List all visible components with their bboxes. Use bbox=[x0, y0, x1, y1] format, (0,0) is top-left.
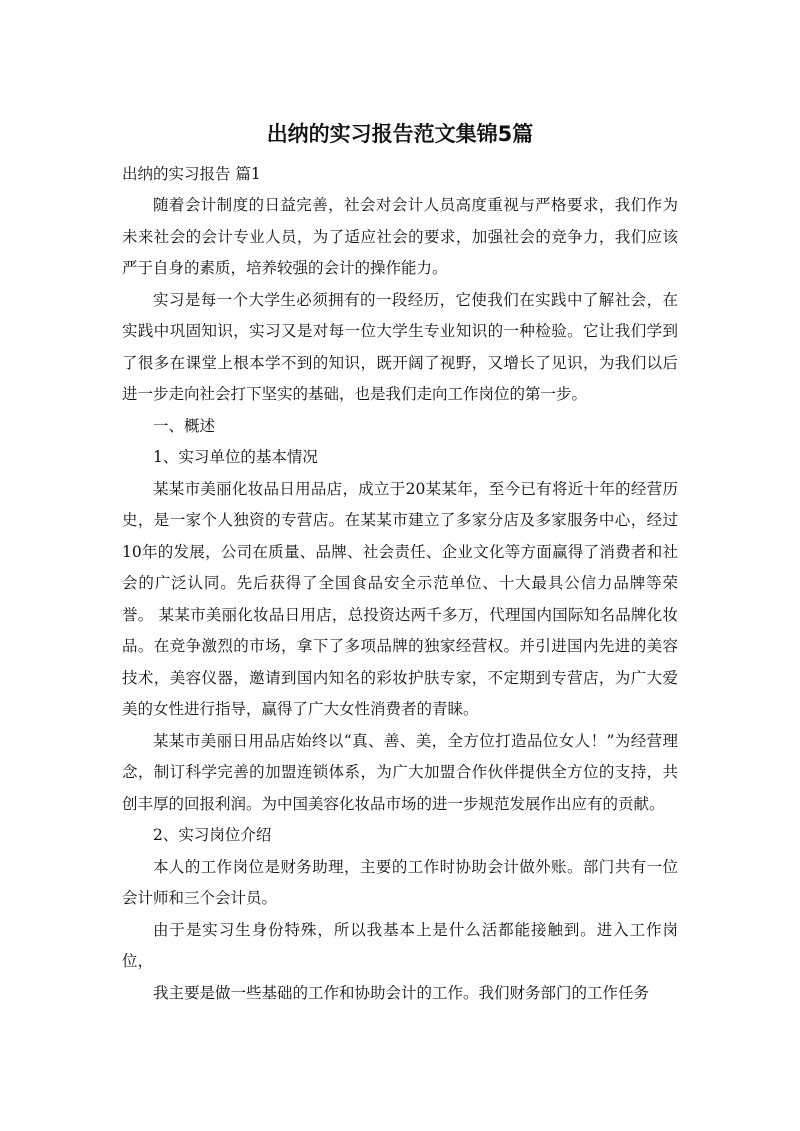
paragraph: 实习是每一个大学生必须拥有的一段经历，它使我们在实践中了解社会，在实践中巩固知识，实习又是对每一位大学生专业知识的一种检验。它让我们学到了很多在课堂上根本学不到的知识，既开阔了视野，又增长了见识，为我们以后进一步走向社会打下坚实的基础，也是我们走向工作岗位的第一步。 bbox=[122, 290, 678, 403]
paragraph: 我主要是做一些基础的工作和协助会计的工作。我们财务部门的工作任务 bbox=[153, 983, 650, 1002]
paragraph: 某某市美丽日用品店始终以“真、善、美，全方位打造品位女人！”为经营理念，制订科学完善的加盟连锁体系，为广大加盟合作伙伴提供全方位的支持，共创丰厚的回报利润。为中国美容化妆品市场的进一步规范发展作出应有的贡献。 bbox=[122, 731, 678, 813]
section-subtitle: 出纳的实习报告 篇1 bbox=[122, 165, 261, 183]
paragraph: 随着会计制度的日益完善，社会对会计人员高度重视与严格要求，我们作为未来社会的会计专业人员，为了适应社会的要求，加强社会的竞争力，我们应该严于自身的素质，培养较强的会计的操作能力。 bbox=[122, 196, 678, 277]
section-heading: 2、实习岗位介绍 bbox=[153, 826, 272, 844]
paragraph: 某某市美丽化妆品日用品店，成立于20某某年，至今已有将近十年的经营历史，是一家个人独资的专营店。在某某市建立了多家分店及多家服务中心，经过10年的发展，公司在质量、品牌、社会责任、企业文化等方面赢得了消费者和社会的广泛认同。先后获得了全国食品安全示范单位、十大最具公信力品牌等荣誉。 某某市美丽化妆品日用店，总投资达两千多万，代理国内国际知名品牌化妆品。在竞争激烈的市场，拿下了多项品牌的独家经营权。并引进国内先进的美容技术，美容仪器，邀请到国内知名的彩妆护肤专家，不定期到专营店，为广大爱美的女性进行指导，赢得了广大女性消费者的青睐。 bbox=[122, 479, 678, 718]
document-body bbox=[122, 190, 678, 1009]
paragraph: 由于是实习生身份特殊，所以我基本上是什么活都能接触到。进入工作岗位， bbox=[122, 920, 678, 970]
document-title: 出纳的实习报告范文集锦5篇 bbox=[266, 122, 534, 146]
paragraph: 本人的工作岗位是财务助理，主要的工作时协助会计做外账。部门共有一位会计师和三个会计员。 bbox=[122, 857, 678, 907]
section-heading: 一、概述 bbox=[153, 416, 216, 435]
section-heading: 1、实习单位的基本情况 bbox=[153, 448, 318, 466]
